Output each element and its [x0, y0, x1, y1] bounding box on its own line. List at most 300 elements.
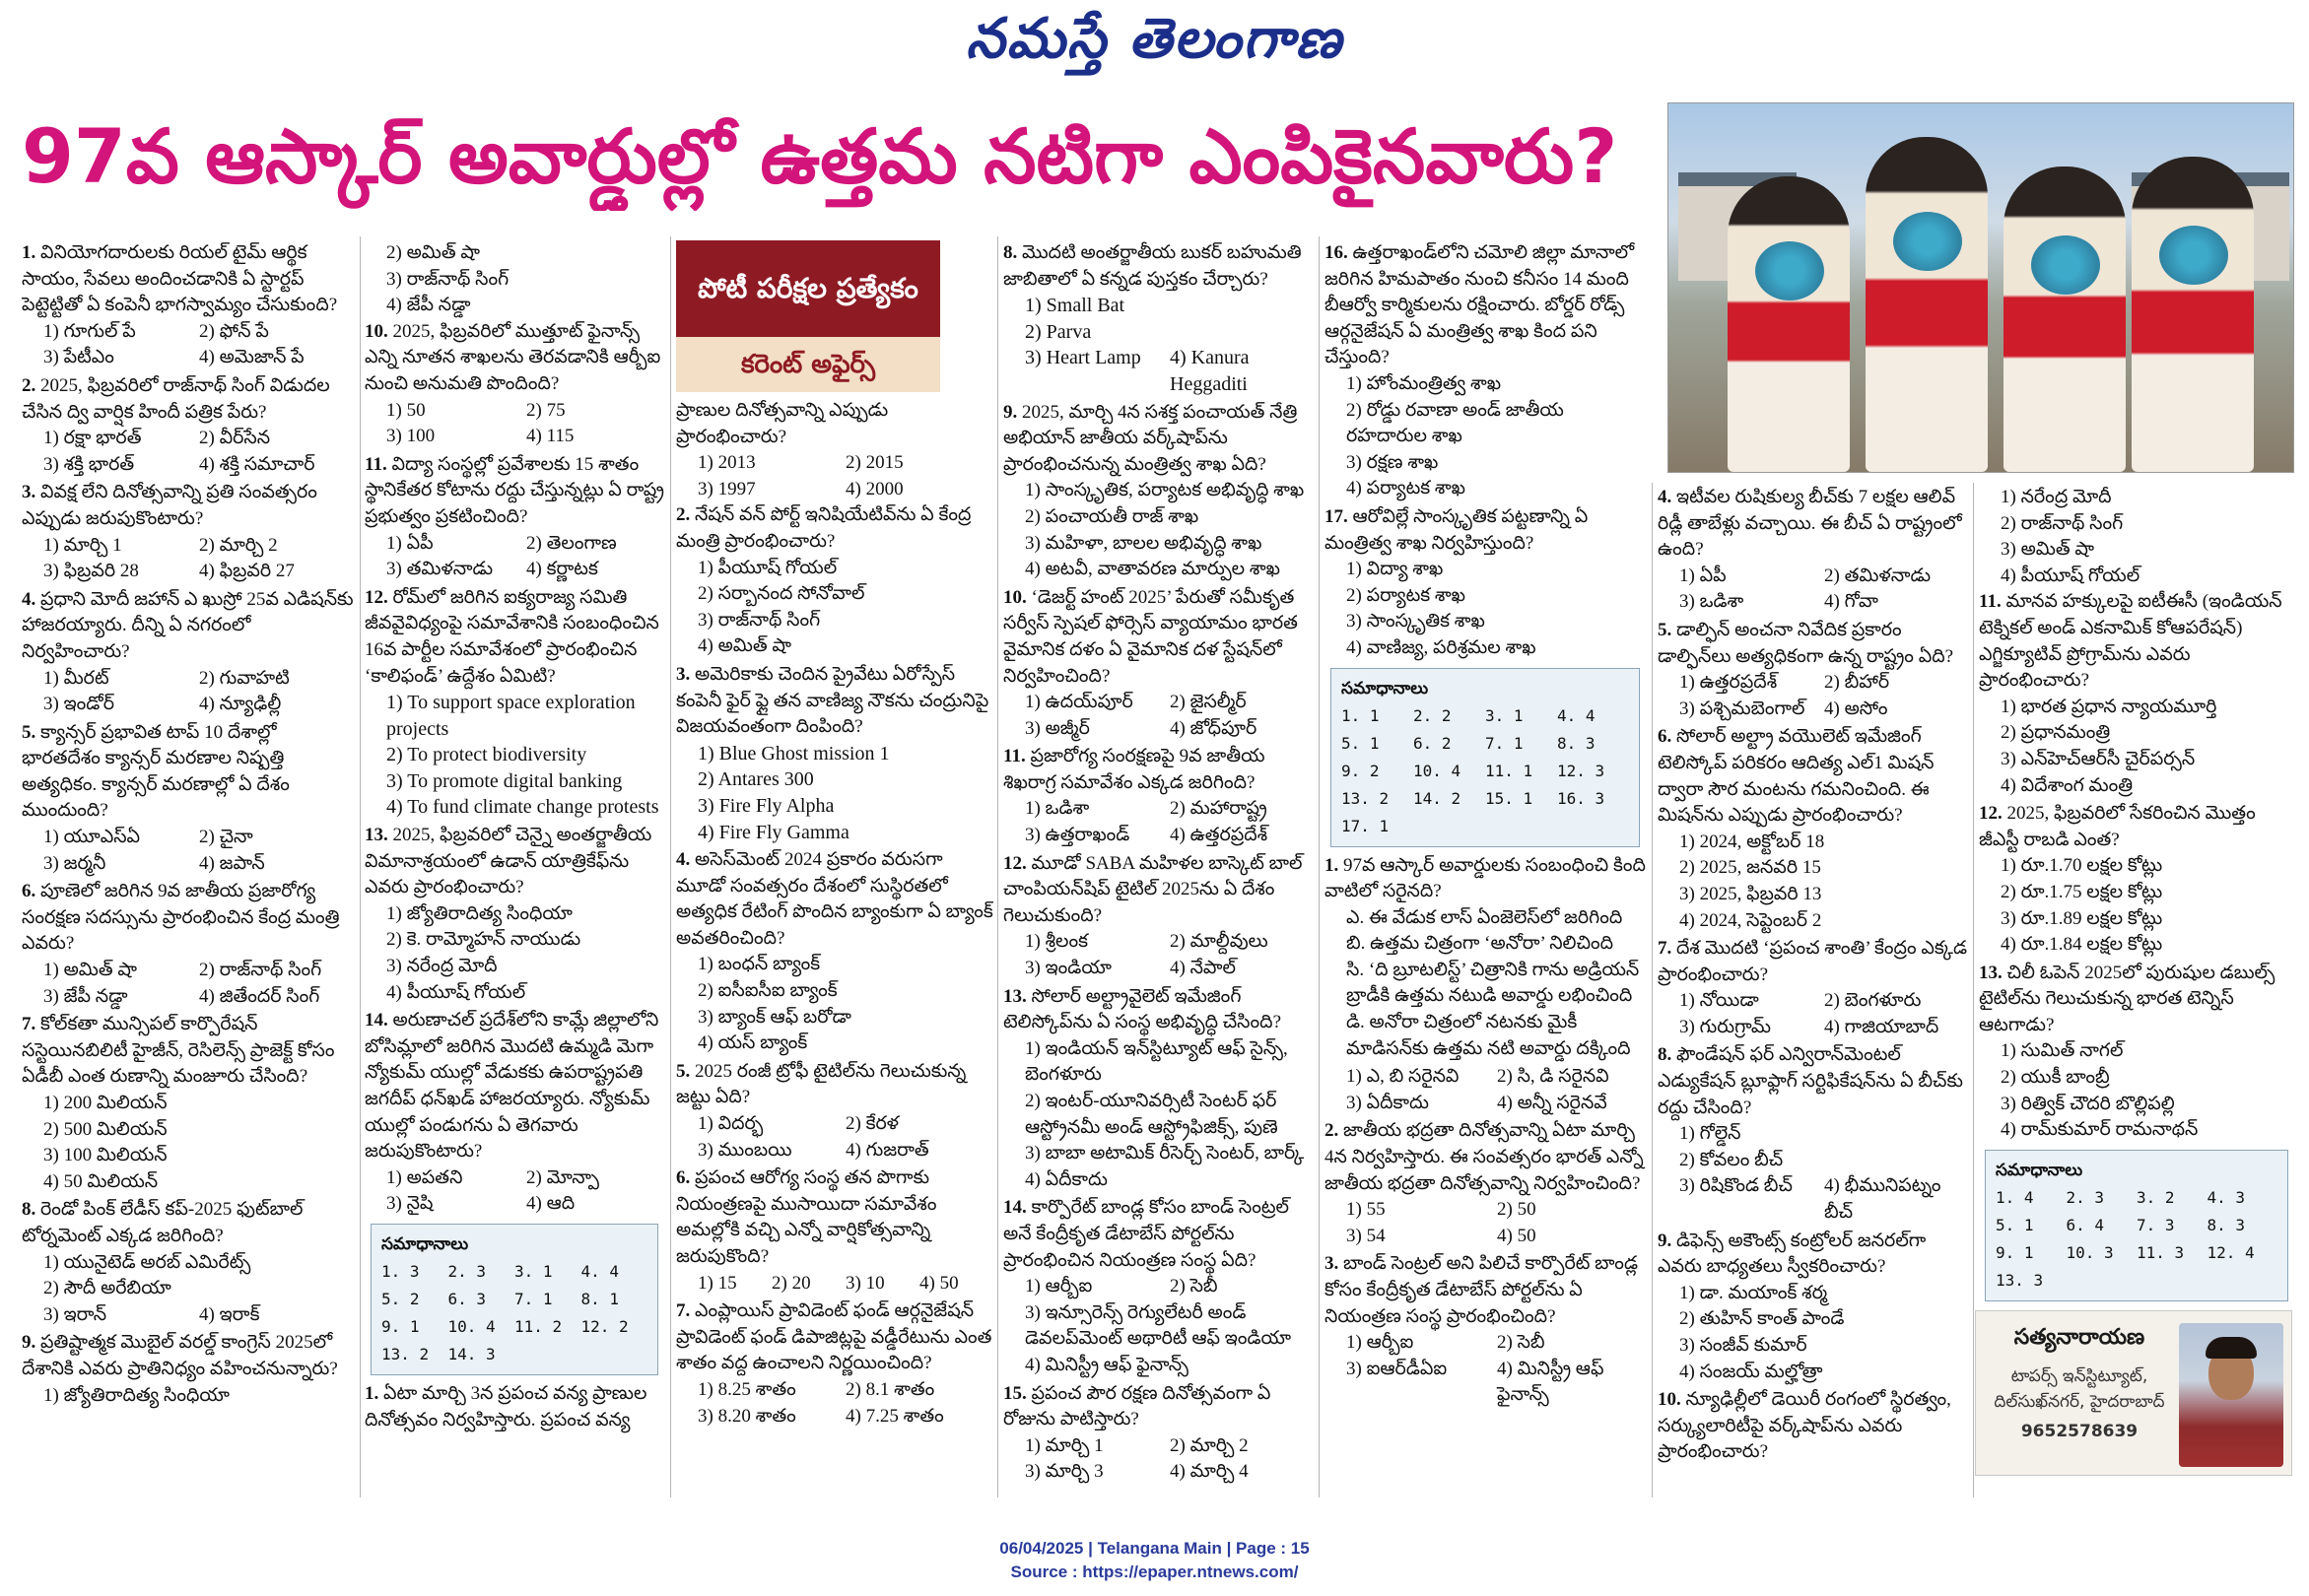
question-item: [1003, 851, 1315, 982]
option-item: 1) ఏపీ: [1679, 565, 1727, 586]
question-text: 9. 2025, మార్చి 4న సశక్త పంచాయత్ నేత్రి అభియాన్ జాతీయ వర్క్‌షాప్‌ను ప్రారంభించనున్న మంత్రిత్వ శాఖ ఏది?: [1003, 401, 1298, 475]
option-item: 1) Blue Ghost mission 1: [698, 742, 890, 765]
options-list: [22, 533, 355, 585]
question-number: 11.: [1003, 746, 1031, 767]
question-text: 17. ఆరోవిల్లే సాంస్కృతిక పట్టణాన్ని ఏ మంత్రిత్వ శాఖ నిర్వహిస్తుంది?: [1324, 505, 1589, 554]
question-item: [22, 240, 355, 371]
option-item: 3) తమిళనాడు: [386, 559, 494, 580]
option-item: 1) ఏపీ: [386, 532, 434, 554]
option-item: 3) నైషి: [386, 1193, 434, 1215]
option-item: 1) 200 మిలియన్: [43, 1093, 168, 1113]
answer-item: 14. 3: [447, 1344, 496, 1363]
question-text: 13. సోలార్ అల్ట్రావైలెట్ ఇమేజింగ్ టెలిస్కోప్‌ను ఏ సంస్థ అభివృద్ధి చేసింది?: [1003, 985, 1281, 1033]
option-item: 1) గూగుల్ పే: [43, 320, 136, 342]
option-item: 1) ఇండియన్ ఇన్‌స్టిట్యూట్ ఆఫ్ సైన్స్, బెంగళూరు: [1025, 1037, 1288, 1086]
options-list: [365, 398, 666, 450]
question-text: 2. 2025, ఫిబ్రవరిలో రాజ్‌నాథ్ సింగ్ విడుదల చేసిన ద్వి వార్షిక హిందీ పత్రిక పేరు?: [22, 374, 330, 423]
answer-item: 4. 3: [2207, 1187, 2246, 1207]
question-text: 6. సోలార్ అల్ట్రా వయొలెట్ ఇమేజింగ్ టెలిస్కోప్ పరికరం ఆదిత్య ఎల్1 మిషన్ ద్వారా సౌర మంటను గమనించింది. ఈ మిషన్‌ను ఎప్పుడు ప్రారంభించారు?: [1658, 726, 1935, 827]
option-item: 1) ఒడిశా: [1025, 798, 1090, 820]
option-item: 4) గాజియాబాద్: [1824, 1016, 1939, 1037]
question-text: 14. కార్పొరేట్ బాండ్ల కోసం బాండ్ సెంట్రల్ అనే కేంద్రీకృత డేటాబేస్ పోర్టల్‌ను ప్రారంభించిన నియంత్రణ సంస్థ ఏది?: [1003, 1197, 1289, 1271]
banner-subtitle: కరెంట్ అఫైర్స్: [676, 337, 940, 392]
answer-item: 5. 1: [1341, 733, 1380, 753]
question-text: 2. జాతీయ భద్రతా దినోత్సవాన్ని ఏటా మార్చి 4న నిర్వహిస్తారు. ఈ సంవత్సరం భారత్ ఎన్నో జాతీయ భద్రతా దినోత్సవాన్ని నిర్వహించింది?: [1324, 1120, 1644, 1194]
column-rule: [1973, 483, 1974, 1497]
answer-item: 1. 1: [1341, 705, 1380, 725]
answer-item: 17. 1: [1341, 816, 1390, 835]
option-item: 4) Kanura Heggaditi: [1170, 347, 1250, 395]
question-text: 5. క్యాన్సర్ ప్రభావిత టాప్ 10 దేశాల్లో భారతదేశం క్యాన్సర్ మరణాల నిష్పత్తి అత్యధికం. క్యాన్సర్ మరణాల్లో ఏ దేశం ముందుంది?: [22, 721, 290, 822]
option-item: 3) అజ్మీర్: [1025, 717, 1090, 739]
options-list: [1324, 1197, 1648, 1249]
option-item: 2) ఐసీఐసీఐ బ్యాంక్: [698, 980, 838, 1002]
options-list: [22, 666, 355, 718]
question-number: 4.: [1658, 487, 1676, 507]
option-item: 1) జ్యోతిరాదిత్య సింధియా: [43, 1384, 230, 1406]
option-item: 3) సాంస్కృతిక శాఖ: [1346, 611, 1485, 632]
option-item: 4) ఉత్తరప్రదేశ్: [1170, 825, 1268, 846]
option-item: 1) రూ.1.70 లక్షల కోట్లు: [2001, 855, 2163, 877]
option-item: 1) ఉత్తరప్రదేశ్: [1679, 672, 1778, 694]
answer-item: 13. 2: [1341, 788, 1390, 808]
answer-item: 9. 1: [1996, 1242, 2034, 1262]
question-text: 6. పూణెలో జరిగిన 9వ జాతీయ ప్రజారోగ్య సంరక్షణ సదస్సును ప్రారంభించిన కేంద్ర మంత్రి ఎవరు?: [22, 881, 340, 955]
option-item: 2) 2025, జనవరి 15: [1679, 857, 1821, 879]
answers-box: [371, 1224, 658, 1375]
option-item: 4) 50 మిలియన్: [43, 1170, 159, 1192]
option-item: 1) విదర్భ: [698, 1113, 764, 1135]
option-item: 2) వీర్‌సేన: [199, 428, 271, 449]
photo-person: [2003, 166, 2126, 472]
answer-item: 8. 3: [2207, 1215, 2246, 1234]
option-item: 4) న్యూఢిల్లీ: [199, 694, 282, 715]
option-item: 4) అమెజాన్ పే: [199, 347, 305, 368]
answer-item: 10. 4: [1413, 761, 1461, 780]
answer-item: 7. 1: [1485, 733, 1524, 753]
answer-item: 13. 3: [1996, 1270, 2044, 1290]
option-item: 1) శ్రీలంక: [1025, 931, 1089, 953]
option-item: 3) పేటీఎం: [43, 347, 114, 368]
answer-item: 9. 1: [381, 1316, 420, 1336]
question-number: 5.: [1658, 619, 1676, 640]
options-list: [1003, 1036, 1315, 1194]
option-item: 3) ఫిబ్రవరి 28: [43, 561, 139, 582]
option-item: 1) 50: [386, 399, 426, 421]
question-continuation: ప్రాణుల దినోత్సవాన్ని ఎప్పుడు ప్రారంభించారు?: [676, 400, 889, 447]
option-item: 4) ఏదీకాదు: [1025, 1168, 1108, 1190]
page-footer: [0, 1537, 2309, 1584]
option-item: 3) రక్షణ శాఖ: [1346, 451, 1439, 473]
option-item: 1) అమిత్ షా: [43, 960, 138, 981]
options-list: [676, 1271, 993, 1297]
option-item: 2) 8.1 శాతం: [846, 1378, 935, 1400]
author-hair: [2206, 1337, 2257, 1359]
options-list: [22, 958, 355, 1010]
author-location: దిల్‌సుఖ్‌నగర్, హైదరాబాద్: [1994, 1392, 2165, 1412]
option-item: 1) సాంస్కృతిక, పర్యాటక అభివృద్ధి శాఖ: [1025, 480, 1305, 501]
answers-grid: [1341, 702, 1629, 840]
column-7: [1979, 485, 2296, 1302]
question-item: [1003, 240, 1315, 398]
option-item: 4) పీయూష్ గోయల్: [2001, 565, 2140, 586]
option-item: 2) తుహిన్ కాంత్ పాండే: [1679, 1308, 1845, 1330]
option-item: 2) జైసల్మీర్: [1170, 692, 1247, 713]
options-list: [22, 825, 355, 877]
question-item: [22, 720, 355, 878]
news-photo: [1667, 102, 2294, 473]
option-item: 2) సి, డి సరైనవి: [1497, 1066, 1609, 1088]
question-number: 4.: [676, 849, 695, 871]
question-number: 10.: [365, 320, 393, 342]
option-item: 2) రోడ్డు రవాణా అండ్ జాతీయ రహదారుల శాఖ: [1346, 399, 1564, 447]
question-text: 13. చిలీ ఓపెన్ 2025లో పురుషుల డబుల్స్ టైటిల్‌ను గెలుచుకున్న భారత టెన్నిస్ ఆటగాడు?: [1979, 962, 2275, 1035]
answers-grid: [1996, 1184, 2277, 1295]
question-text: 13. 2025, ఫిబ్రవరిలో చెన్నై అంతర్జాతీయ విమానాశ్రయంలో ఉడాన్ యాత్రికేఫ్‌ను ఎవరు ప్రారంభించారు?: [365, 825, 652, 898]
photo-person: [1866, 137, 1988, 472]
option-item: 2) To protect biodiversity: [386, 744, 587, 766]
options-list: [1324, 557, 1648, 661]
answers-box: [1985, 1150, 2288, 1301]
option-item: 3) ఎన్‌హెచ్ఆర్‌సీ చైర్‌పర్సన్: [2001, 748, 2196, 769]
photo-beads: [1893, 212, 1962, 271]
options-list: [1003, 796, 1315, 848]
option-item: 4) భీమునిపట్నం బీచ్: [1824, 1175, 1941, 1224]
option-item: 1) జ్యోతిరాదిత్య సింధియా: [386, 902, 573, 924]
option-item: 4) మినిస్ట్రీ ఆఫ్ ఫైనాన్స్: [1025, 1354, 1188, 1375]
option-item: 1) నోయిడా: [1679, 990, 1759, 1012]
option-item: 3) 1997: [698, 478, 756, 499]
question-number: 2.: [676, 504, 695, 526]
answer-item: 10. 3: [2066, 1242, 2114, 1262]
option-item: 3) మహిళా, బాలల అభివృద్ధి శాఖ: [1025, 532, 1262, 554]
column-rule: [997, 236, 998, 1497]
option-item: 2) 500 మిలియన్: [43, 1118, 168, 1140]
option-item: 4) 50: [919, 1272, 959, 1294]
option-item: 4) జేపీ నడ్డా: [386, 295, 471, 316]
question-item: [1003, 984, 1315, 1194]
option-item: 3) రిషికొండ బీచ్: [1679, 1175, 1793, 1197]
options-list: [1324, 371, 1648, 502]
question-text: 1. ఏటా మార్చి 3న ప్రపంచ వన్య ప్రాణుల దినోత్సవం నిర్వహిస్తారు. ప్రపంచ వన్య: [365, 1382, 647, 1430]
options-list: [676, 556, 993, 660]
option-item: 2) సర్బానంద సోనోవాల్: [698, 583, 865, 605]
option-item: 1) యునైటెడ్ అరబ్ ఎమిరేట్స్: [43, 1251, 251, 1273]
option-item: 3) 54: [1346, 1225, 1386, 1246]
question-item: [1979, 961, 2296, 1144]
option-item: 3) జేపీ నడ్డా: [43, 985, 128, 1007]
answer-item: 2. 2: [1413, 705, 1452, 725]
option-item: 1) హోంమంత్రిత్వ శాఖ: [1346, 372, 1502, 394]
question-item: [22, 1197, 355, 1328]
answer-item: 5. 2: [381, 1289, 420, 1308]
question-item: [1324, 1251, 1648, 1409]
option-item: 1) అపతని: [386, 1166, 463, 1188]
question-number: 3.: [22, 482, 40, 503]
options-list: [1003, 293, 1315, 397]
option-item: 2) 20: [772, 1272, 811, 1294]
answer-item: 6. 3: [447, 1289, 487, 1308]
question-item: [365, 452, 666, 583]
option-item: 3) శక్తి భారత్: [43, 453, 135, 475]
option-item: 1) మార్చి 1: [43, 534, 122, 556]
option-item: 1) ఎ, బి సరైనవి: [1346, 1066, 1460, 1088]
option-item: 3) 100 మిలియన్: [43, 1145, 168, 1166]
question-text: 12. మూడో SABA మహిళల బాస్కెట్ బాల్ చాంపియన్‌షిప్ టైటిల్ 2025ను ఏ దేశం గెలుచుకుంది?: [1003, 852, 1303, 926]
answer-item: 8. 3: [1557, 733, 1596, 753]
options-list: [1324, 1330, 1648, 1409]
question-item: [1324, 1118, 1648, 1249]
option-item: 2) రూ.1.75 లక్షల కోట్లు: [2001, 881, 2163, 902]
option-item: 3) పశ్చిమబెంగాల్: [1679, 698, 1805, 719]
answer-item: 3. 1: [514, 1261, 553, 1281]
question-item: [365, 319, 666, 450]
footer-date-line: 06/04/2025 | Telangana Main | Page : 15: [999, 1539, 1310, 1558]
option-item: 2) పంచాయతీ రాజ్ శాఖ: [1025, 505, 1199, 527]
option-item: 4) గుజరాత్: [846, 1139, 929, 1161]
question-number: 6.: [1658, 726, 1676, 748]
option-item: డి. అనోరా చిత్రంలో నటనకు మైకీ మాడిసన్‌కు ఉత్తమ నటి అవార్డు దక్కింది: [1346, 1012, 1631, 1059]
option-item: 3) ముంబయి: [698, 1139, 792, 1161]
option-item: 3) రూ.1.89 లక్షల కోట్లు: [2001, 907, 2163, 929]
question-text: 12. రోమ్‌లో జరిగిన ఐక్యరాజ్య సమితి జీవవైవిధ్యంపై సమావేశానికి సంబంధించిన 16వ పార్టీల సమావేశంలో ప్రారంభించిన ‘కాలిఫండ్’ ఉద్దేశం ఏమిటి?: [365, 586, 659, 687]
option-item: 1) ఆర్బీఐ: [1025, 1276, 1093, 1297]
option-item: 3) అమిత్ షా: [2001, 539, 2095, 561]
option-item: 4) శక్తి సమాచార్: [199, 453, 315, 475]
options-list: [1003, 690, 1315, 742]
option-item: 4) యస్ బ్యాంక్: [698, 1032, 808, 1054]
option-item: 4) మార్చి 4: [1170, 1461, 1249, 1483]
question-number: 15.: [1003, 1382, 1032, 1404]
option-item: 3) మార్చి 3: [1025, 1461, 1104, 1483]
question-item: [1324, 853, 1648, 1063]
question-item: [1658, 1042, 1969, 1226]
question-text: 8. ఫౌండేషన్ ఫర్ ఎన్విరాన్‌మెంటల్ ఎడ్యుకేషన్ బ్లూఫ్లాగ్ సర్టిఫికేషన్‌ను ఏ బీచ్‌కు రద్దు చేసింది?: [1658, 1044, 1963, 1118]
option-item: 4) గోవా: [1824, 591, 1878, 613]
question-text: 1. 97వ ఆస్కార్ అవార్డులకు సంబంధించి కింది వాటిలో సరైనది?: [1324, 854, 1646, 902]
question-item: [22, 587, 355, 718]
option-item: 4) వాణిజ్య, పరిశ్రమల శాఖ: [1346, 636, 1536, 658]
question-number: 6.: [676, 1167, 695, 1189]
column-4: [1003, 240, 1315, 1511]
answers-box: [1330, 668, 1640, 847]
question-number: 9.: [22, 1332, 40, 1354]
answer-item: 14. 2: [1413, 788, 1461, 808]
question-text: 4. అసెస్‌మెంట్ 2024 ప్రకారం వరుసగా మూడో సంవత్సరం దేశంలో సుస్థిరతలో అత్యధిక రేటింగ్ పొందిన బ్యాంకుగా ఏ బ్యాంక్ అవతరించింది?: [676, 849, 993, 949]
answer-item: 4. 4: [580, 1261, 620, 1281]
option-item: 3) ఇన్సూరెన్స్ రెగ్యులేటరీ అండ్ డెవలప్‌మెంట్ అథారిటీ ఆఫ్ ఇండియా: [1025, 1301, 1292, 1350]
question-text: 4. ఇటీవల రుషికుల్య బీచ్‌కు 7 లక్షల ఆలివ్ రిడ్లీ తాబేళ్లు వచ్చాయి. ఈ బీచ్ ఏ రాష్ట్రంలో ఉంది?: [1658, 487, 1962, 561]
option-item: 2) చైనా: [199, 827, 253, 848]
option-item: 1) To support space exploration projects: [386, 692, 636, 740]
answer-item: 6. 2: [1413, 733, 1452, 753]
answer-item: 12. 2: [580, 1316, 629, 1336]
question-number: 1.: [22, 242, 40, 263]
options-list: [1658, 1281, 1969, 1385]
option-item: 4) రామ్‌కుమార్ రామనాథన్: [2001, 1119, 2199, 1141]
question-item: [1003, 1195, 1315, 1378]
question-number: 14.: [1003, 1197, 1032, 1219]
photo-beads: [2031, 235, 2100, 295]
answer-item: 3. 2: [2137, 1187, 2175, 1207]
option-item: 3) ఐఆర్‌డీఏఐ: [1346, 1358, 1448, 1379]
question-item: [365, 585, 666, 821]
column-rule: [1319, 236, 1320, 1497]
answer-item: 15. 1: [1485, 788, 1533, 808]
option-item: 1) సుమిత్ నాగల్: [2001, 1040, 2124, 1062]
question-item: [1658, 724, 1969, 934]
option-item: 1) నరేంద్ర మోదీ: [2001, 487, 2112, 507]
question-text: 2. నేషన్ వన్ పోర్ట్ ఇనిషియేటివ్‌ను ఏ కేంద్ర మంత్రి ప్రారంభించారు?: [676, 504, 972, 552]
question-item: [1003, 1381, 1315, 1486]
author-card: [1975, 1310, 2292, 1476]
question-number: 13.: [1003, 985, 1032, 1007]
option-item: 1) పీయూష్ గోయల్: [698, 557, 838, 578]
question-item: [1658, 618, 1969, 722]
question-text: 8. రెండో పింక్ లేడీస్ కప్-2025 ఫుట్‌బాల్ టోర్నమెంట్ ఎక్కడ జరిగింది?: [22, 1199, 304, 1246]
option-item: 4) అన్నీ సరైనవే: [1497, 1092, 1607, 1113]
options-list: [1658, 1121, 1969, 1226]
author-phone: 9652578639: [2020, 1422, 2139, 1441]
option-item: 2) రాజ్‌నాథ్ సింగ్: [2001, 512, 2124, 534]
photo-person: [2132, 157, 2254, 472]
options-list: [1658, 830, 1969, 934]
option-item: 3) Heart Lamp: [1025, 347, 1141, 369]
option-item: 2) అమిత్ షా: [386, 242, 481, 263]
question-item: [365, 1008, 666, 1218]
options-list: [365, 531, 666, 583]
answer-item: 6. 4: [2066, 1215, 2105, 1234]
author-photo: [2179, 1323, 2283, 1467]
answer-item: 11. 2: [514, 1316, 563, 1336]
question-number: 9.: [1658, 1230, 1676, 1251]
section-banner: [676, 240, 940, 392]
option-item: 4) అసోం: [1824, 698, 1888, 719]
question-item: [365, 1381, 666, 1433]
option-item: 1) డా. మయాంక్ శర్మ: [1679, 1282, 1828, 1303]
option-item: 1) మార్చి 1: [1025, 1434, 1104, 1456]
option-item: 2) మాల్దీవులు: [1170, 931, 1268, 953]
answer-item: 9. 2: [1341, 761, 1380, 780]
option-item: 1) విద్యా శాఖ: [1346, 559, 1444, 580]
question-number: 13.: [365, 825, 393, 846]
option-item: 2) తెలంగాణ: [526, 532, 617, 554]
option-item: 2) 50: [1497, 1199, 1536, 1221]
options-list: [676, 1111, 993, 1164]
question-number: 10.: [1003, 586, 1032, 608]
options-list: [1003, 1433, 1315, 1486]
options-list: [1979, 853, 2296, 958]
options-list: [22, 1383, 355, 1410]
question-item: [1979, 801, 2296, 959]
question-text: 9. డిఫెన్స్ అకౌంట్స్ కంట్రోలర్ జనరల్‌గా ఎవరు బాధ్యతలు స్వీకరించారు?: [1658, 1230, 1927, 1278]
answer-item: 11. 1: [1485, 761, 1533, 780]
question-text: 12. 2025, ఫిబ్రవరిలో సేకరించిన మొత్తం జీఎస్టీ రాబడి ఎంత?: [1979, 803, 2256, 850]
answers-title: సమాధానాలు: [1996, 1160, 2083, 1179]
question-text: 6. ప్రపంచ ఆరోగ్య సంస్థ తన పొగాకు నియంత్రణపై ముసాయిదా సమావేశం అమల్లోకి వచ్చి ఎన్నో వార్షికోత్సవాన్ని జరుపుకొంది?: [676, 1167, 937, 1267]
option-item: 3) రాజ్‌నాథ్ సింగ్: [698, 609, 821, 631]
question-number: 12.: [1979, 803, 2007, 825]
option-item: 1) 55: [1346, 1199, 1386, 1221]
option-item: 4) పర్యాటక శాఖ: [1346, 478, 1466, 499]
option-item: 2) సౌదీ అరేబియా: [43, 1278, 171, 1299]
option-item: 1) మీరట్: [43, 667, 109, 689]
option-item: 3) 2025, ఫిబ్రవరి 13: [1679, 883, 1822, 904]
question-text: 9. ప్రతిష్టాత్మక మొబైల్ వరల్డ్ కాంగ్రెస్ 2025లో దేశానికి ఎవరు ప్రాతినిధ్యం వహించనున్నారు?: [22, 1332, 338, 1379]
question-item: [1324, 1064, 1648, 1116]
options-list: [1324, 1064, 1648, 1116]
option-item: 4) అమిత్ షా: [698, 635, 792, 657]
question-text: 8. మొదటి అంతర్జాతీయ బుకర్ బహుమతి జాబితాలో ఏ కన్నడ పుస్తకం చేర్చారు?: [1003, 242, 1302, 290]
option-item: 3) రిత్విక్ చౌదరి బొల్లిపల్లి: [2001, 1093, 2175, 1114]
author-name: సత్యనారాయణ: [2013, 1325, 2145, 1350]
masthead-title: నమస్తే తెలంగాణ: [966, 6, 1343, 71]
option-item: 4) 50: [1497, 1225, 1536, 1246]
question-text: 4. ప్రధాని మోదీ జహాన్ ఎ ఖుస్రో 25వ ఎడిషన్‌కు హాజరయ్యారు. దీన్ని ఏ నగరంలో నిర్వహించారు?: [22, 588, 354, 662]
answers-title: సమాధానాలు: [381, 1233, 469, 1253]
answer-item: 13. 2: [381, 1344, 430, 1363]
question-number: 5.: [22, 721, 40, 743]
option-item: 3) ఇండోర్: [43, 694, 114, 715]
option-item: 1) ఉదయ్‌పూర్: [1025, 692, 1133, 713]
option-item: 2) రాజ్‌నాథ్ సింగ్: [199, 960, 322, 981]
option-item: 3) 8.20 శాతం: [698, 1405, 796, 1427]
answer-item: 1. 4: [1996, 1187, 2034, 1207]
option-item: 4) సంజయ్ మల్హోత్రా: [1679, 1361, 1823, 1382]
option-item: 3) గురుగ్రామ్: [1679, 1016, 1771, 1037]
option-item: 4) మినిస్ట్రీ ఆఫ్ ఫైనాన్స్: [1497, 1358, 1604, 1406]
option-item: 2) ప్రధానమంత్రి: [2001, 722, 2111, 744]
options-list: [365, 690, 666, 821]
options-list: [1003, 478, 1315, 582]
option-item: 1) భారత ప్రధాన న్యాయమూర్తి: [2001, 696, 2217, 717]
question-number: 17.: [1324, 505, 1353, 527]
question-number: 11.: [365, 453, 392, 475]
option-item: 1) 15: [698, 1272, 737, 1294]
option-item: 4) 2024, సెప్టెంబర్ 2: [1679, 909, 1822, 931]
column-6: [1658, 485, 1969, 1511]
option-item: 4) 2000: [846, 478, 904, 499]
option-item: 4) జోధ్‌పూర్: [1170, 717, 1257, 739]
option-item: 4) అటవీ, వాతావరణ మార్పుల శాఖ: [1025, 559, 1281, 580]
question-number: 14.: [365, 1010, 393, 1031]
question-item: [676, 1298, 993, 1430]
question-number: 10.: [1658, 1389, 1686, 1411]
question-number: 3.: [1324, 1253, 1343, 1275]
options-list: [365, 240, 666, 319]
question-number: 8.: [1658, 1044, 1676, 1066]
option-item: 4) కర్ణాటక: [526, 559, 598, 580]
photo-beads: [2159, 226, 2228, 285]
answer-item: 3. 1: [1485, 705, 1524, 725]
option-item: 2) యుకీ బాంబ్రీ: [2001, 1067, 2110, 1089]
question-text: 3. వివక్ష లేని దినోత్సవాన్ని ప్రతి సంవత్సరం ఎప్పుడు జరుపుకొంటారు?: [22, 482, 317, 529]
answer-item: 8. 1: [580, 1289, 620, 1308]
column-rule: [360, 236, 361, 1497]
question-number: 8.: [1003, 242, 1022, 263]
question-number: 1.: [365, 1382, 383, 1404]
question-item: [676, 1059, 993, 1164]
column-2: [365, 240, 666, 1511]
question-number: 12.: [1003, 852, 1032, 874]
answer-item: 4. 4: [1557, 705, 1596, 725]
option-item: 2) మోన్పా: [526, 1166, 600, 1188]
column-3: [676, 398, 993, 1511]
option-item: 2) 2015: [846, 452, 904, 474]
option-item: 2) కేరళ: [846, 1113, 900, 1135]
option-item: 3) Fire Fly Alpha: [698, 794, 835, 817]
question-number: 7.: [676, 1300, 695, 1322]
